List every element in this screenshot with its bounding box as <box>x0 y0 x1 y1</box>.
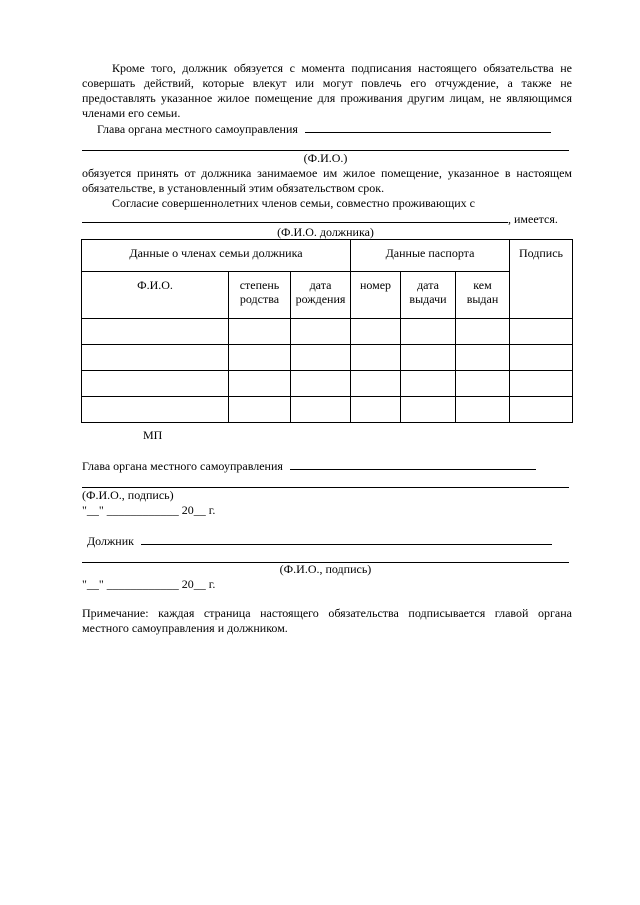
table-subheader-row <box>82 272 573 319</box>
table-cell[interactable] <box>82 319 229 345</box>
table-cell[interactable] <box>351 319 401 345</box>
family-members-field[interactable] <box>82 211 508 223</box>
consent-end: , имеется. <box>508 212 558 226</box>
consent-text: Согласие совершеннолетних членов семьи, совместно проживающих с <box>112 196 475 210</box>
note-paragraph <box>82 606 572 636</box>
table-cell[interactable] <box>291 345 351 371</box>
table-cell[interactable] <box>229 319 291 345</box>
table-cell[interactable] <box>291 319 351 345</box>
table-row <box>82 371 573 397</box>
table-cell[interactable] <box>510 371 573 397</box>
table-cell[interactable] <box>456 345 510 371</box>
table-row <box>82 319 573 345</box>
head-signature-label: Глава органа местного самоуправления <box>82 459 283 473</box>
head-date: "__" ____________ 20__ г. <box>82 503 216 517</box>
accept-text: обязуется принять от должника занимаемое им жилое помещение, указанное в настоящем обязательстве, в установленный этим обязательством срок. <box>82 166 572 195</box>
head-line <box>97 121 551 136</box>
table-cell[interactable] <box>401 371 456 397</box>
debtor-fio-caption: (Ф.И.О. должника) <box>277 225 374 239</box>
fio-header: Ф.И.О. <box>82 272 229 319</box>
debtor-line <box>87 533 552 548</box>
kinship-header: степень родства <box>229 272 291 319</box>
head-line-label: Глава органа местного самоуправления <box>97 122 298 136</box>
head-signature-line <box>82 458 536 473</box>
table-cell[interactable] <box>456 371 510 397</box>
table-cell[interactable] <box>510 319 573 345</box>
table-cell[interactable] <box>456 319 510 345</box>
accept-paragraph <box>82 166 572 196</box>
table-cell[interactable] <box>82 371 229 397</box>
table-cell[interactable] <box>351 371 401 397</box>
debtor-label: Должник <box>87 534 134 548</box>
table-cell[interactable] <box>82 345 229 371</box>
table-cell[interactable] <box>351 345 401 371</box>
issue-date-header: дата выдачи <box>401 272 456 319</box>
table-cell[interactable] <box>456 397 510 423</box>
issued-by-header: кем выдан <box>456 272 510 319</box>
head-name-field[interactable] <box>305 121 551 133</box>
debtor-date: "__" ____________ 20__ г. <box>82 577 216 591</box>
consent-line <box>82 211 558 226</box>
head-fio-sign-caption: (Ф.И.О., подпись) <box>82 488 174 502</box>
table-cell[interactable] <box>401 397 456 423</box>
table-header-row <box>82 240 573 272</box>
family-members-table <box>81 239 573 423</box>
passport-number-header: номер <box>351 272 401 319</box>
note-text: Примечание: каждая страница настоящего обязательства подписывается главой органа местного самоуправления и должником. <box>82 606 572 635</box>
obligation-paragraph <box>82 61 572 121</box>
table-cell[interactable] <box>229 397 291 423</box>
table-cell[interactable] <box>82 397 229 423</box>
table-cell[interactable] <box>510 345 573 371</box>
table-cell[interactable] <box>291 371 351 397</box>
debtor-field[interactable] <box>141 533 552 545</box>
table-cell[interactable] <box>510 397 573 423</box>
debtor-fio-sign-caption: (Ф.И.О., подпись) <box>279 562 372 576</box>
table-cell[interactable] <box>229 345 291 371</box>
family-group-header: Данные о членах семьи должника <box>82 240 351 272</box>
head-signature-field[interactable] <box>290 458 536 470</box>
table-row <box>82 345 573 371</box>
obligation-text: Кроме того, должник обязуется с момента подписания настоящего обязательства не совершать действий, которые влекут или могут повлечь его отчуждение, а также не предоставлять указанное жилое помещение для проживания другим лицам, не являющимся членами его семьи. <box>82 61 572 120</box>
table-cell[interactable] <box>351 397 401 423</box>
signature-header: Подпись <box>510 240 573 319</box>
table-row <box>82 397 573 423</box>
table-cell[interactable] <box>401 345 456 371</box>
consent-paragraph <box>82 196 572 211</box>
stamp-place: МП <box>143 428 163 442</box>
table-cell[interactable] <box>291 397 351 423</box>
table-cell[interactable] <box>401 319 456 345</box>
passport-group-header: Данные паспорта <box>351 240 510 272</box>
fio-caption: (Ф.И.О.) <box>303 151 348 165</box>
table-cell[interactable] <box>229 371 291 397</box>
birthdate-header: дата рождения <box>291 272 351 319</box>
